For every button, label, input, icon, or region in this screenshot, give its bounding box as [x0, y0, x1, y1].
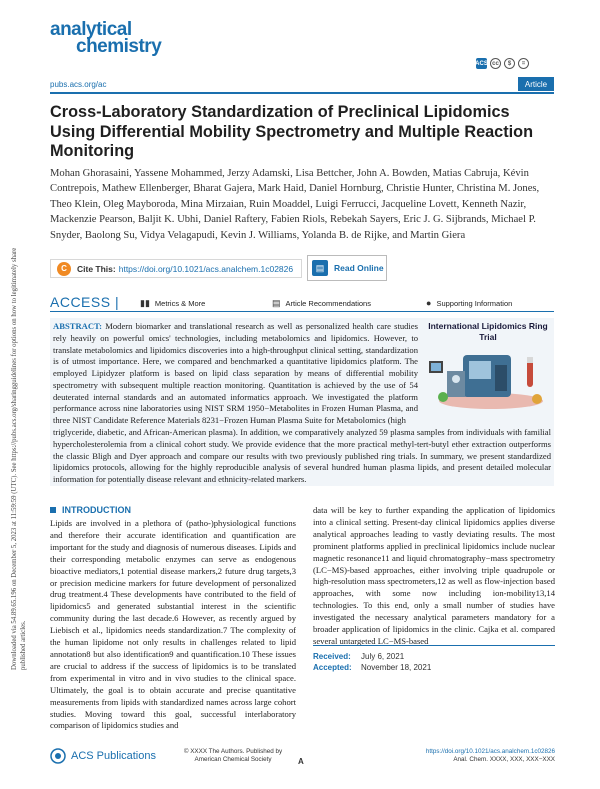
article-title: Cross-Laboratory Standardization of Preclinical Lipidomics Using Differential Mobility Spectrometry and Multiple Reaction Monitoring: [50, 103, 534, 160]
read-online-button[interactable]: [307, 255, 387, 281]
header-rule: [50, 92, 554, 94]
section-heading-text: INTRODUCTION: [62, 505, 131, 515]
abstract-main-text: Modern biomarker and translational research as well as personalized health care studies rely heavily on powerful omics' technologies, including metabolomics and lipidomics. However, to translate metabolomics and lipidomics discoveries into a high-throughput clinical setting, standardization is of utmost importance. Here, we compared and benchmarked a quantitative lipidomics platform. The employed Lipidyzer platform is based on lipid class separation by means of differential mobility spectrometry with subsequent multiple reaction monitoring. Quantitation is achieved by the use of 54 deuterated internal standards and an automated informatics approach. We investigated the platform performance across nine laboratories using NIST SRM 1950−Metabolites in Frozen Human Plasma, and three NIST Candidate Reference Materials 8231−Frozen Human Plasma Suite for Metabolomics (high: [53, 321, 418, 425]
access-text: ACCESS: [50, 294, 111, 310]
cite-this-box[interactable]: [50, 259, 302, 278]
accepted-date: November 18, 2021: [361, 663, 432, 672]
metrics-link[interactable]: [140, 298, 205, 309]
footer-doi-link[interactable]: https://doi.org/10.1021/acs.analchem.1c02826: [425, 748, 555, 755]
copyright-notice: [178, 748, 288, 764]
noncommercial-icon: $: [504, 58, 515, 69]
instrument-door: [495, 365, 507, 391]
toc-title: International Lipidomics Ring Trial: [428, 321, 548, 342]
acs-logo-icon: [50, 748, 66, 764]
page-number: A: [298, 757, 304, 766]
cite-doi-link[interactable]: https://doi.org/10.1021/acs.analchem.1c02826: [118, 263, 294, 274]
logo-line1: analytical: [50, 19, 132, 40]
noderivatives-icon: =: [518, 58, 529, 69]
author-list: Mohan Ghorasaini, Yassene Mohammed, Jerzy Adamski, Lisa Bettcher, John A. Bowden, Matias Cabruja, Kévin Contrepois, Mathew Ellenberger, Bharat Gajera, Mark Haid, Daniel Hornburg, Christie Hunter, Christina M. Jones, Theo Klein, Oleg Mayboroda, Mina Mirzaian, Ruin Moaddel, Luigi Ferrucci, Jacqueline Lovett, Kenneth Nazir, Mackenzie Pearson, Baljit K. Ubhi, Daniel Raftery, Fabien Riols, Rebekah Sayers, Eric J. G. Sijbrands, Michael P. Snyder, Baolong Su, Vidya Velagapudi, Kevin J. Williams, Yolanda B. de Rijke, and Martin Giera: [50, 168, 540, 241]
received-label: Received:: [313, 652, 351, 661]
instrument-panel: [469, 361, 491, 379]
autosampler: [447, 371, 465, 397]
access-label: ACCESS |: [50, 294, 120, 310]
section-bullet-icon: [50, 507, 56, 513]
cite-icon: C: [57, 262, 71, 276]
license-badges: [476, 58, 529, 69]
abstract-label: ABSTRACT:: [53, 321, 103, 331]
supporting-label: Supporting Information: [436, 298, 513, 308]
section-heading: [50, 505, 131, 515]
body-column-left: Lipids are involved in a plethora of (patho-)physiological functions and therefore their accurate identification and quantification are important for the study and diagnosis of numerous diseases. Lipids and their corresponding metabolic enzymes can serve as endogenous bioactive mediators,1 potential disease markers,2 future drug targets,3 or precision medicine markers for future development of personalized drug treatment.4 These developments have contributed to the field of lipidomics5 and generated substantial interest in the scientific community during the last decade.6 However, as recently argued by Liebisch et al., lipidomics needs standardization.7 The complexity of the human lipidome not only results in challenges related to lipid annotation8 but also identification9 and quantification.10 These issues are crucial to address if the success of lipidomics is to be translated from experimental in vitro and in vivo studies to the clinical space. Ultimately, the goal is to obtain accurate and precise quantitative measurements from lipids with standardized names across large cohort studies. Moving toward this goal, successful interlaboratory comparison of lipidomics studies and: [50, 518, 296, 731]
download-stamp: [3, 240, 35, 670]
acs-badge-icon: ACS: [476, 58, 487, 69]
read-online-icon: ▤: [312, 260, 328, 276]
download-stamp-text: Downloaded via 54.89.65.196 on December 5, 2023 at 11:59:59 (UTC). See https://pubs.acs.org/sharingguidelines for options on how to legitimately share published articles.: [11, 247, 27, 670]
publisher-logo[interactable]: [50, 748, 156, 764]
accepted-label: Accepted:: [313, 663, 352, 672]
cite-label: Cite This:: [77, 263, 116, 274]
metrics-label: Metrics & More: [154, 299, 206, 308]
footer-citation: [410, 748, 555, 764]
toc-graphic: [425, 321, 551, 425]
recommendations-label: Article Recommendations: [285, 299, 371, 308]
article-type-tag: Article: [518, 77, 554, 91]
received-date: July 6, 2021: [361, 652, 405, 661]
access-rule: [50, 311, 554, 312]
logo-line2: chemistry: [76, 36, 162, 57]
monitor-screen: [431, 363, 441, 371]
copyright-line: American Chemical Society: [194, 756, 272, 763]
document-icon: ▤: [272, 298, 281, 308]
journal-logo: [50, 20, 175, 58]
abstract-main: [53, 321, 418, 427]
cc-license-icon: cc: [490, 58, 501, 69]
footer-citation-text: Anal. Chem. XXXX, XXX, XXX−XXX: [453, 756, 555, 763]
supporting-info-link[interactable]: [426, 298, 512, 308]
bar-chart-icon: ▮▮: [140, 298, 150, 308]
recommendations-link[interactable]: [272, 298, 371, 309]
body-column-right: data will be key to further expanding the application of lipidomics into a clinical setting. Present-day clinical lipidomics applies diverse analytical approaches leading to vastly deviating results. The most prominent platforms applied in preclinical lipidomics include nuclear magnetic resonance11 and liquid chromatography−mass spectrometry (LC−MS)-based approaches, either involving triple quadrupole or high-resolution mass spectrometers,12 as well as flow-injection based approaches, with some now including ion-mobility13,14 technologies. To this end, only a small number of studies have investigated the necessary analytical parameters mandatory for a broader application of lipidomics in the clinic. Cajka et al. compared several untargeted LC−MS-based: [313, 505, 555, 646]
map-marker: [438, 392, 448, 402]
tube-cap: [527, 357, 533, 363]
read-online-label: Read Online: [334, 263, 384, 273]
map-marker: [532, 394, 542, 404]
sample-tray: [452, 375, 460, 383]
publisher-name: ACS Publications: [71, 750, 156, 762]
copyright-line: © XXXX The Authors. Published by: [183, 748, 283, 755]
info-circle-icon: ●: [426, 298, 432, 308]
abstract-tail: triglyceride, diabetic, and African-American plasma). In addition, we comparatively analyzed 59 plasma samples from individuals with familial hypercholesterolemia from a clinical cohort study. We provide evidence that the more practical methyl-tert-butyl ether extraction outperforms the classic Bligh and Dyer approach and compare our results with two previously published ring trials. In summary, we present standardized lipidomics protocols, allowing for the highly reproducible analysis of several hundred human plasma lipids, and present detailed molecular information for potentially disease relevant and ethnicity-related markers.: [53, 427, 551, 484]
journal-url[interactable]: pubs.acs.org/ac: [50, 80, 107, 89]
publication-dates: [313, 645, 555, 673]
